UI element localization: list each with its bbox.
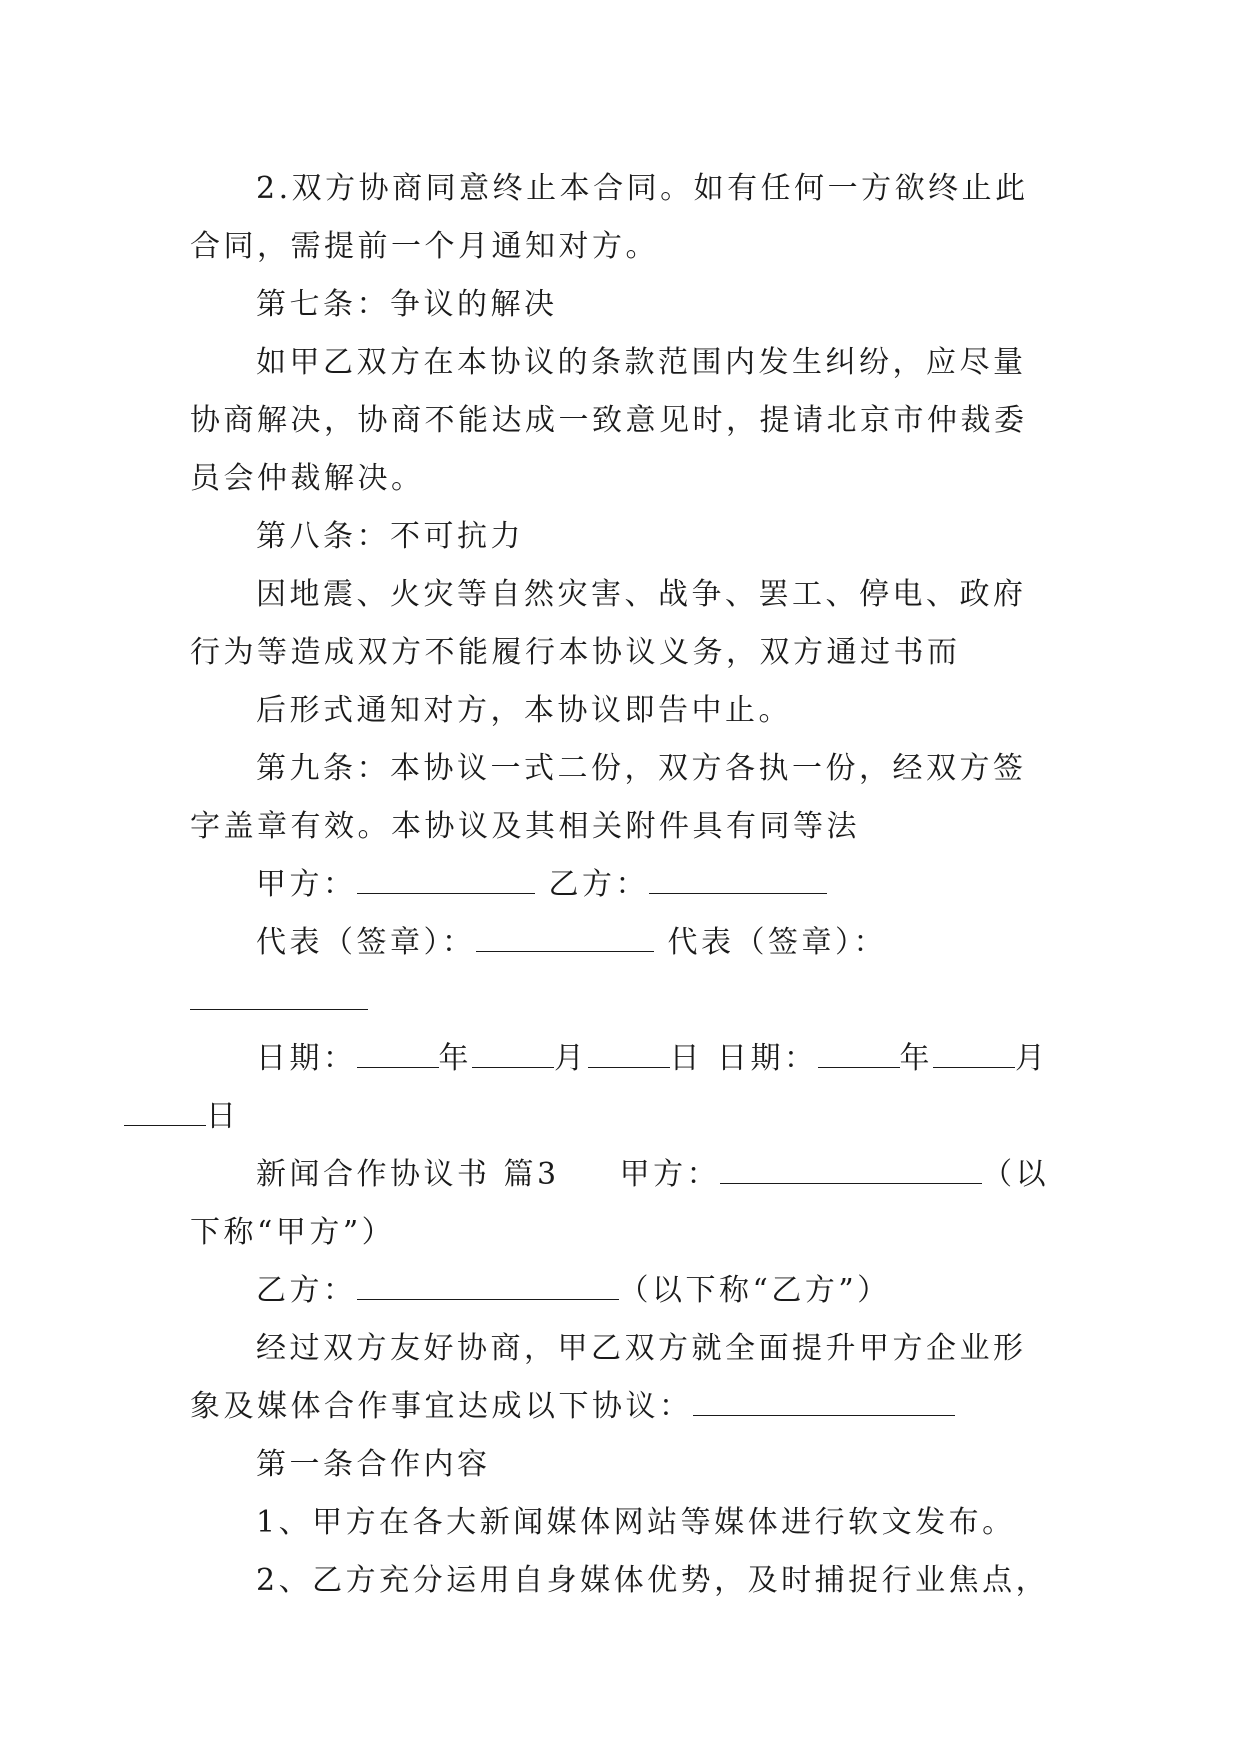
date-a-day: 日 — [669, 1041, 703, 1076]
sec3-party-b-label: 乙方： — [256, 1273, 357, 1308]
date-b-month-blank — [933, 1043, 1015, 1068]
date-a-label: 日期： — [256, 1041, 357, 1076]
article-8-title: 第八条：不可抗力 — [256, 519, 524, 554]
sec3-party-b-suffix: （以下称“乙方”） — [618, 1273, 891, 1308]
sec3-party-b-blank — [357, 1275, 619, 1300]
article-7-body: 如甲乙双方在本协议的条款范围内发生纠纷，应尽量协商解决，协商不能达成一致意见时，提请北京市仲裁委员会仲裁解决。 — [190, 345, 1028, 496]
party-b-blank — [649, 869, 827, 894]
sec3-article-1-title: 第一条合作内容 — [256, 1447, 491, 1482]
termination-clause: 2.双方协商同意终止本合同。如有任何一方欲终止此合同，需提前一个月通知对方。 — [190, 171, 1029, 264]
section-3-title: 新闻合作协议书 篇3 — [256, 1157, 560, 1192]
party-b-label: 乙方： — [548, 867, 649, 902]
signature-dates-line — [190, 1030, 1050, 1146]
date-b-year: 年 — [899, 1041, 933, 1076]
rep-b-label: 代表（签章）： — [667, 925, 887, 960]
party-a-label: 甲方： — [256, 867, 357, 902]
rep-a-blank — [476, 927, 654, 952]
sec3-item-2: 2、乙方充分运用自身媒体优势，及时捕捉行业焦点， — [256, 1563, 1050, 1598]
sec3-party-a-blank — [720, 1159, 982, 1184]
sec3-item-1: 1、甲方在各大新闻媒体网站等媒体进行软文发布。 — [256, 1505, 1016, 1540]
section-3-header — [190, 1146, 1050, 1262]
sec3-intro — [190, 1320, 1050, 1436]
article-7-title: 第七条：争议的解决 — [256, 287, 558, 322]
rep-a-label: 代表（签章）： — [256, 925, 476, 960]
document-body — [190, 160, 1050, 1610]
sec3-intro-blank — [693, 1391, 955, 1416]
sec3-party-a-label: 甲方： — [619, 1157, 721, 1192]
date-b-label: 日期： — [717, 1041, 818, 1076]
article-8-body-continued: 后形式通知对方，本协议即告中止。 — [256, 693, 792, 728]
date-b-year-blank — [818, 1043, 900, 1068]
article-9: 第九条：本协议一式二份，双方各执一份，经双方签字盖章有效。本协议及其相关附件具有同等法 — [190, 751, 1027, 844]
date-b-day: 日 — [206, 1099, 240, 1134]
date-a-month-blank — [472, 1043, 554, 1068]
date-a-year-blank — [357, 1043, 439, 1068]
date-b-day-blank — [124, 1101, 206, 1126]
date-b-month: 月 — [1015, 1041, 1049, 1076]
sec3-intro-text: 经过双方友好协商，甲乙双方就全面提升甲方企业形象及媒体合作事宜达成以下协议： — [190, 1331, 1027, 1424]
rep-b-blank — [190, 985, 368, 1010]
date-a-day-blank — [588, 1043, 670, 1068]
date-a-month: 月 — [554, 1041, 588, 1076]
date-a-year: 年 — [438, 1041, 472, 1076]
article-8-body: 因地震、火灾等自然灾害、战争、罢工、停电、政府行为等造成双方不能履行本协议义务，双方通过书而 — [190, 577, 1027, 670]
sec3-party-b-line — [190, 1262, 1050, 1320]
sec3-party-a-suffix: （以下称“甲方”） — [190, 1157, 1050, 1250]
signature-representatives-line — [190, 914, 1050, 1030]
party-a-blank — [357, 869, 535, 894]
signature-parties-line — [190, 856, 1050, 914]
